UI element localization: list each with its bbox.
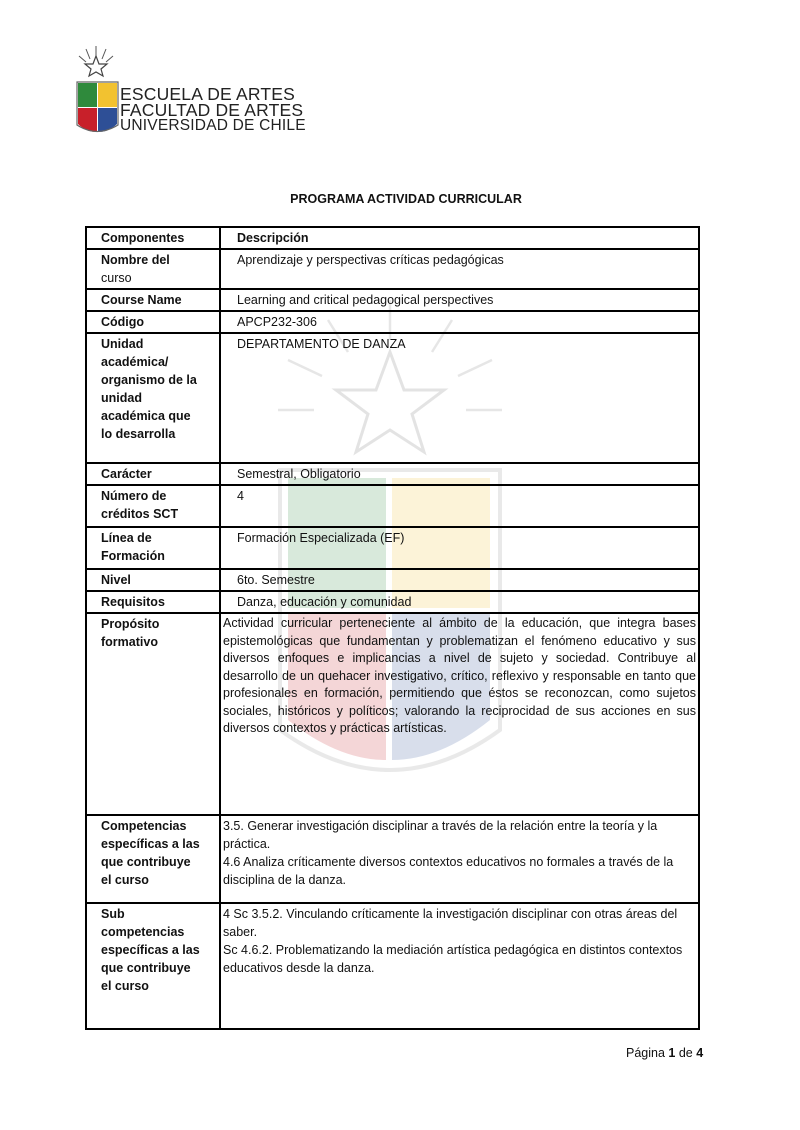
page-prefix: Página (626, 1046, 665, 1060)
label-line: Sub (101, 907, 125, 921)
label-line: que contribuye (101, 855, 191, 869)
page-title: PROGRAMA ACTIVIDAD CURRICULAR (290, 192, 522, 206)
label-line: curso (101, 271, 132, 285)
value-unidad: DEPARTAMENTO DE DANZA (220, 333, 699, 463)
list-item: 4 Sc 3.5.2. Vinculando críticamente la investigación disciplinar con otras áreas del saber. (223, 907, 678, 939)
page-current: 1 (668, 1046, 676, 1060)
label-line: el curso (101, 979, 149, 993)
table-row-proposito (86, 613, 699, 815)
table-row-unidad (86, 333, 699, 463)
label-proposito (86, 613, 220, 815)
page-number (626, 1046, 703, 1060)
header-componentes: Componentes (86, 227, 220, 249)
table-row-linea (86, 527, 699, 569)
value-nivel: 6to. Semestre (220, 569, 699, 591)
value-creditos: 4 (220, 485, 699, 527)
label-line: organismo de la (101, 373, 197, 387)
label-nivel: Nivel (86, 569, 220, 591)
logo-line-3: UNIVERSIDAD DE CHILE (120, 117, 306, 134)
table-row-nombre (86, 249, 699, 289)
value-linea: Formación Especializada (EF) (220, 527, 699, 569)
label-line: que contribuye (101, 961, 191, 975)
list-item: 3.5. Generar investigación disciplinar a través de la relación entre la teoría y la práctica. (223, 819, 658, 851)
label-line: específicas a las (101, 837, 200, 851)
label-line: académica que (101, 409, 191, 423)
label-unidad (86, 333, 220, 463)
label-line: Formación (101, 549, 165, 563)
label-nombre (86, 249, 220, 289)
label-line: el curso (101, 873, 149, 887)
label-competencias (86, 815, 220, 903)
label-line: competencias (101, 925, 185, 939)
program-table (85, 226, 700, 1030)
logo-text (120, 86, 306, 134)
label-line: créditos SCT (101, 507, 179, 521)
label-line: formativo (101, 635, 158, 649)
list-item: Sc 4.6.2. Problematizando la mediación artística pedagógica en distintos contextos educativos desde la danza. (223, 943, 683, 975)
label-line: Línea de (101, 531, 152, 545)
table-row-nivel (86, 569, 699, 591)
value-proposito: Actividad curricular perteneciente al ámbito de la educación, que integra bases epistemológicas que fundamentan y problematizan el fenómeno educativo y sus diversos enfoques e implicancias a nivel de sujeto y sociedad. Contribuye al desarrollo de un quehacer investigativo, crítico, reflexivo y responsable en tanto que profesionales en formación, permitiendo que éstos se reconozcan, como sujetos sociales, históricos y políticos; valorando la reciprocidad de sus acciones en sus diversos contextos y prácticas artísticas. (220, 613, 699, 815)
value-nombre: Aprendizaje y perspectivas críticas pedagógicas (220, 249, 699, 289)
table-row-caracter (86, 463, 699, 485)
label-creditos (86, 485, 220, 527)
value-requisitos: Danza, educación y comunidad (220, 591, 699, 613)
label-line: específicas a las (101, 943, 200, 957)
table-row-creditos (86, 485, 699, 527)
value-subcompetencias (220, 903, 699, 1029)
table-header-row (86, 227, 699, 249)
label-line: lo desarrolla (101, 427, 176, 441)
label-codigo: Código (86, 311, 220, 333)
label-line: Unidad (101, 337, 144, 351)
page-total: 4 (696, 1046, 704, 1060)
logo-line-2: FACULTAD DE ARTES (120, 100, 304, 120)
value-caracter: Semestral, Obligatorio (220, 463, 699, 485)
value-codigo: APCP232-306 (220, 311, 699, 333)
label-line: Competencias (101, 819, 187, 833)
table-row-codigo (86, 311, 699, 333)
value-competencias (220, 815, 699, 903)
list-item: 4.6 Analiza críticamente diversos contextos educativos no formales a través de la disciplina de la danza. (223, 855, 674, 887)
logo-line-1: ESCUELA DE ARTES (120, 84, 296, 104)
label-subcompetencias (86, 903, 220, 1029)
label-caracter: Carácter (86, 463, 220, 485)
label-line: Nombre del (101, 253, 170, 267)
table-row-course-name (86, 289, 699, 311)
label-course-name: Course Name (86, 289, 220, 311)
label-requisitos: Requisitos (86, 591, 220, 613)
page-sep: de (678, 1046, 693, 1060)
label-line: académica/ (101, 355, 169, 369)
label-line: unidad (101, 391, 142, 405)
table-row-requisitos (86, 591, 699, 613)
value-course-name: Learning and critical pedagogical perspectives (220, 289, 699, 311)
label-line: Propósito (101, 617, 160, 631)
table-row-subcompetencias (86, 903, 699, 1029)
header-descripcion: Descripción (220, 227, 699, 249)
label-linea (86, 527, 220, 569)
table-row-competencias (86, 815, 699, 903)
label-line: Número de (101, 489, 167, 503)
